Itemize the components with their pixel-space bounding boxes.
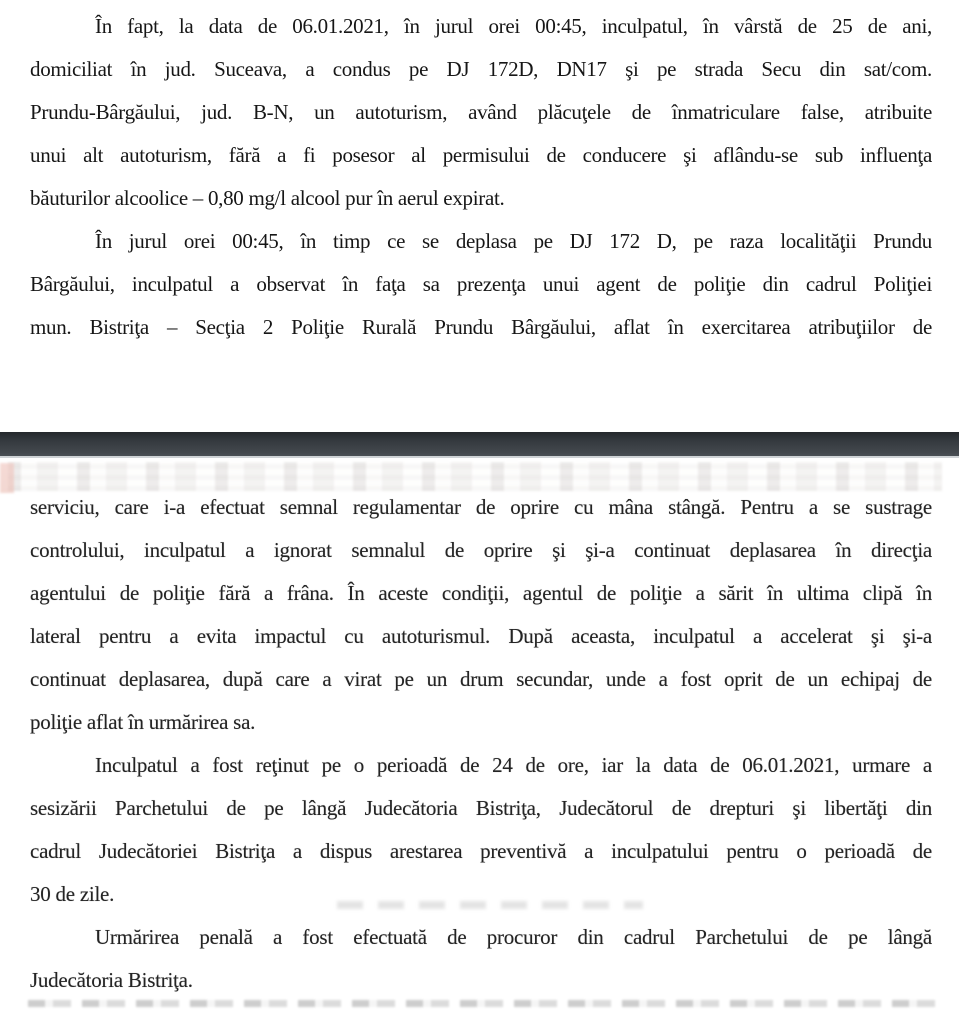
- text-line: băuturilor alcoolice – 0,80 mg/l alcool pur în aerul expirat.: [30, 186, 505, 210]
- text-line: cadrul Judecătoriei Bistriţa a dispus arestarea preventivă a inculpatului pentru o perioadă de: [30, 839, 932, 863]
- text-line: agentului de poliţie fără a frâna. În aceste condiţii, agentul de poliţie a sărit în ultima clipă în: [30, 581, 932, 605]
- text-line: unui alt autoturism, fără a fi posesor al permisului de conducere şi aflându-se sub influenţa: [30, 143, 932, 167]
- scan-bleedthrough-artifact: [337, 901, 643, 909]
- page-1-text-block: [30, 5, 932, 349]
- text-line: Urmărirea penală a fost efectuată de procuror din cadrul Parchetului de pe lângă: [95, 925, 932, 949]
- text-line: Bârgăului, inculpatul a observat în faţa sa prezenţa unui agent de poliţie din cadrul Poliţiei: [30, 272, 932, 296]
- text-line: domiciliat în jud. Suceava, a condus pe DJ 172D, DN17 şi pe strada Secu din sat/com.: [30, 57, 932, 81]
- text-line: poliţie aflat în urmărirea sa.: [30, 710, 256, 734]
- text-line: continuat deplasarea, după care a virat pe un drum secundar, unde a fost oprit de un echipaj de: [30, 667, 932, 691]
- text-line: În fapt, la data de 06.01.2021, în jurul orei 00:45, inculpatul, în vârstă de 25 de ani,: [95, 14, 932, 38]
- text-line: serviciu, care i-a efectuat semnal regulamentar de oprire cu mâna stângă. Pentru a se sustrage: [30, 495, 932, 519]
- text-line: 30 de zile.: [30, 882, 115, 906]
- text-line: controlului, inculpatul a ignorat semnalul de oprire şi şi-a continuat deplasarea în direcţia: [30, 538, 932, 562]
- text-line: mun. Bistriţa – Secţia 2 Poliţie Rurală Prundu Bârgăului, aflat în exercitarea atribuţiilor de: [30, 315, 932, 339]
- text-line: lateral pentru a evita impactul cu autoturismul. După aceasta, inculpatul a accelerat şi şi-a: [30, 624, 932, 648]
- text-line: Prundu-Bârgăului, jud. B-N, un autoturism, având plăcuţele de înmatriculare false, atribuite: [30, 100, 932, 124]
- scan-pink-smudge-artifact: [0, 463, 14, 493]
- page-separator-band: [0, 432, 959, 458]
- text-line: În jurul orei 00:45, în timp ce se deplasa pe DJ 172 D, pe raza localităţii Prundu: [95, 229, 932, 253]
- text-line: sesizării Parchetului de pe lângă Judecătoria Bistriţa, Judecătorul de drepturi şi libertăţi din: [30, 796, 932, 820]
- text-line: Judecătoria Bistriţa.: [30, 968, 193, 992]
- clipped-next-line-artifact: [28, 1000, 938, 1007]
- text-line: Inculpatul a fost reţinut pe o perioadă de 24 de ore, iar la data de 06.01.2021, urmare a: [95, 753, 932, 777]
- page-2-text-block: [30, 486, 932, 1002]
